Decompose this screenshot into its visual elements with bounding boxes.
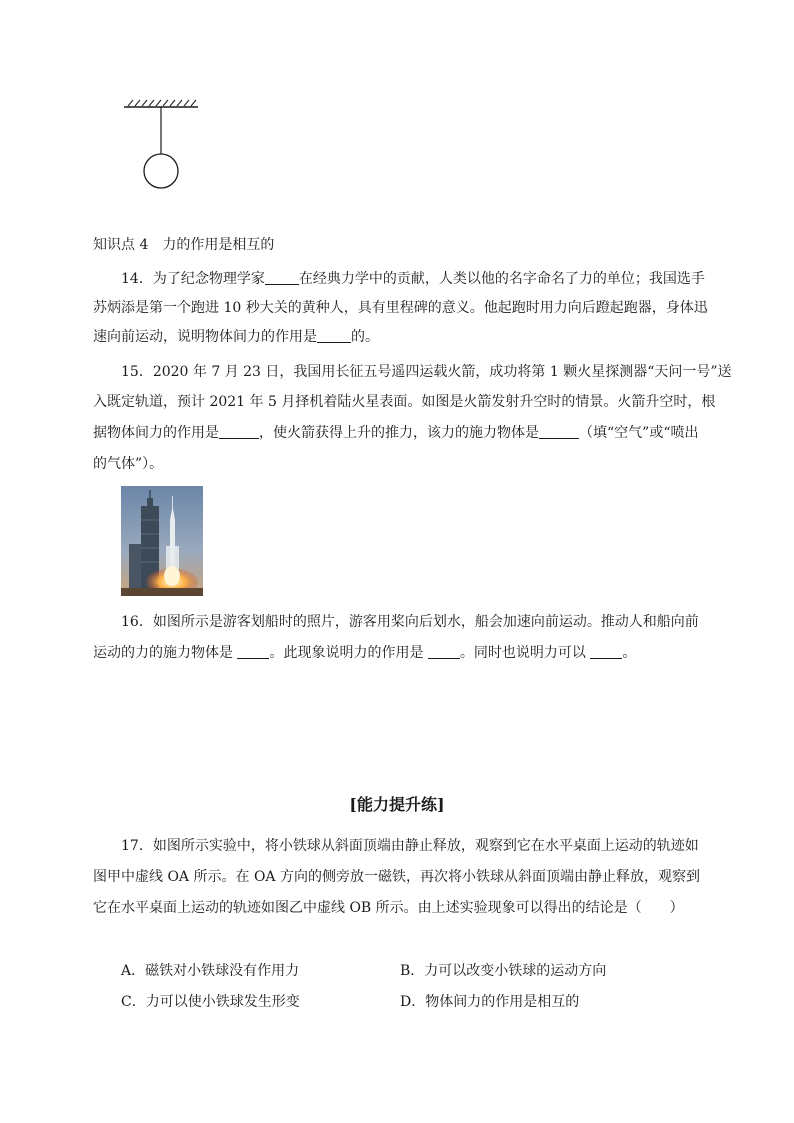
- q16-blank-1[interactable]: [237, 644, 269, 659]
- q15-blank-2[interactable]: [539, 424, 579, 439]
- q16-blank-3[interactable]: [590, 644, 622, 659]
- q17-option-c[interactable]: C．力可以使小铁球发生形变: [121, 994, 300, 1010]
- q14-blank-2[interactable]: [317, 328, 351, 343]
- q17-option-a[interactable]: A．磁铁对小铁球没有作用力: [121, 963, 300, 979]
- q17-line-1: 17．如图所示实验中，将小铁球从斜面顶端由静止释放，观察到它在水平桌面上运动的轨迹如: [121, 838, 699, 854]
- q17-option-b[interactable]: B．力可以改变小铁球的运动方向: [400, 963, 607, 979]
- q14-blank-1[interactable]: [265, 270, 299, 285]
- q16-line-2: 运动的力的施力物体是 。此现象说明力的作用是 。同时也说明力可以 。: [93, 645, 637, 661]
- q15-line-3: 据物体间力的作用是 ，使火箭获得上升的推力，该力的施力物体是 （填“空气”或“喷出: [93, 425, 699, 441]
- q16-blank-2[interactable]: [428, 644, 460, 659]
- q17-line-2: 图甲中虚线 OA 所示。在 OA 方向的侧旁放一磁铁，再次将小铁球从斜面顶端由静止释放，观察到: [93, 869, 700, 885]
- q15-line-4: 的气体”）。: [93, 456, 164, 472]
- q17-option-d[interactable]: D．物体间力的作用是相互的: [400, 994, 580, 1010]
- q15-blank-1[interactable]: [219, 424, 259, 439]
- q14-line-1: 14．为了纪念物理学家 在经典力学中的贡献，人类以他的名字命名了力的单位；我国选手: [121, 271, 705, 287]
- q17-line-3: 它在水平桌面上运动的轨迹如图乙中虚线 OB 所示。由上述实验现象可以得出的结论是（ ）: [93, 900, 684, 916]
- q15-line-1: 15．2020 年 7 月 23 日，我国用长征五号遥四运载火箭，成功将第 1 颗火星探测器“天问一号”送: [121, 364, 732, 380]
- q15-line-2: 入既定轨道，预计 2021 年 5 月择机着陆火星表面。如图是火箭发射升空时的情景。火箭升空时，根: [93, 394, 716, 410]
- q14-line-3: 速向前运动，说明物体间力的作用是 的。: [93, 329, 379, 345]
- rocket-launch-photo: [121, 486, 203, 596]
- q14-line-2: 苏炳添是第一个跑进 10 秒大关的黄种人，具有里程碑的意义。他起跑时用力向后蹬起跑器，身体迅: [93, 300, 708, 316]
- knowledge-point-heading: 知识点 4 力的作用是相互的: [93, 237, 275, 253]
- pendulum-figure: [122, 98, 202, 192]
- section-title: [能力提升练]: [349, 795, 445, 814]
- q16-line-1: 16．如图所示是游客划船时的照片，游客用桨向后划水，船会加速向前运动。推动人和船向前: [121, 614, 699, 630]
